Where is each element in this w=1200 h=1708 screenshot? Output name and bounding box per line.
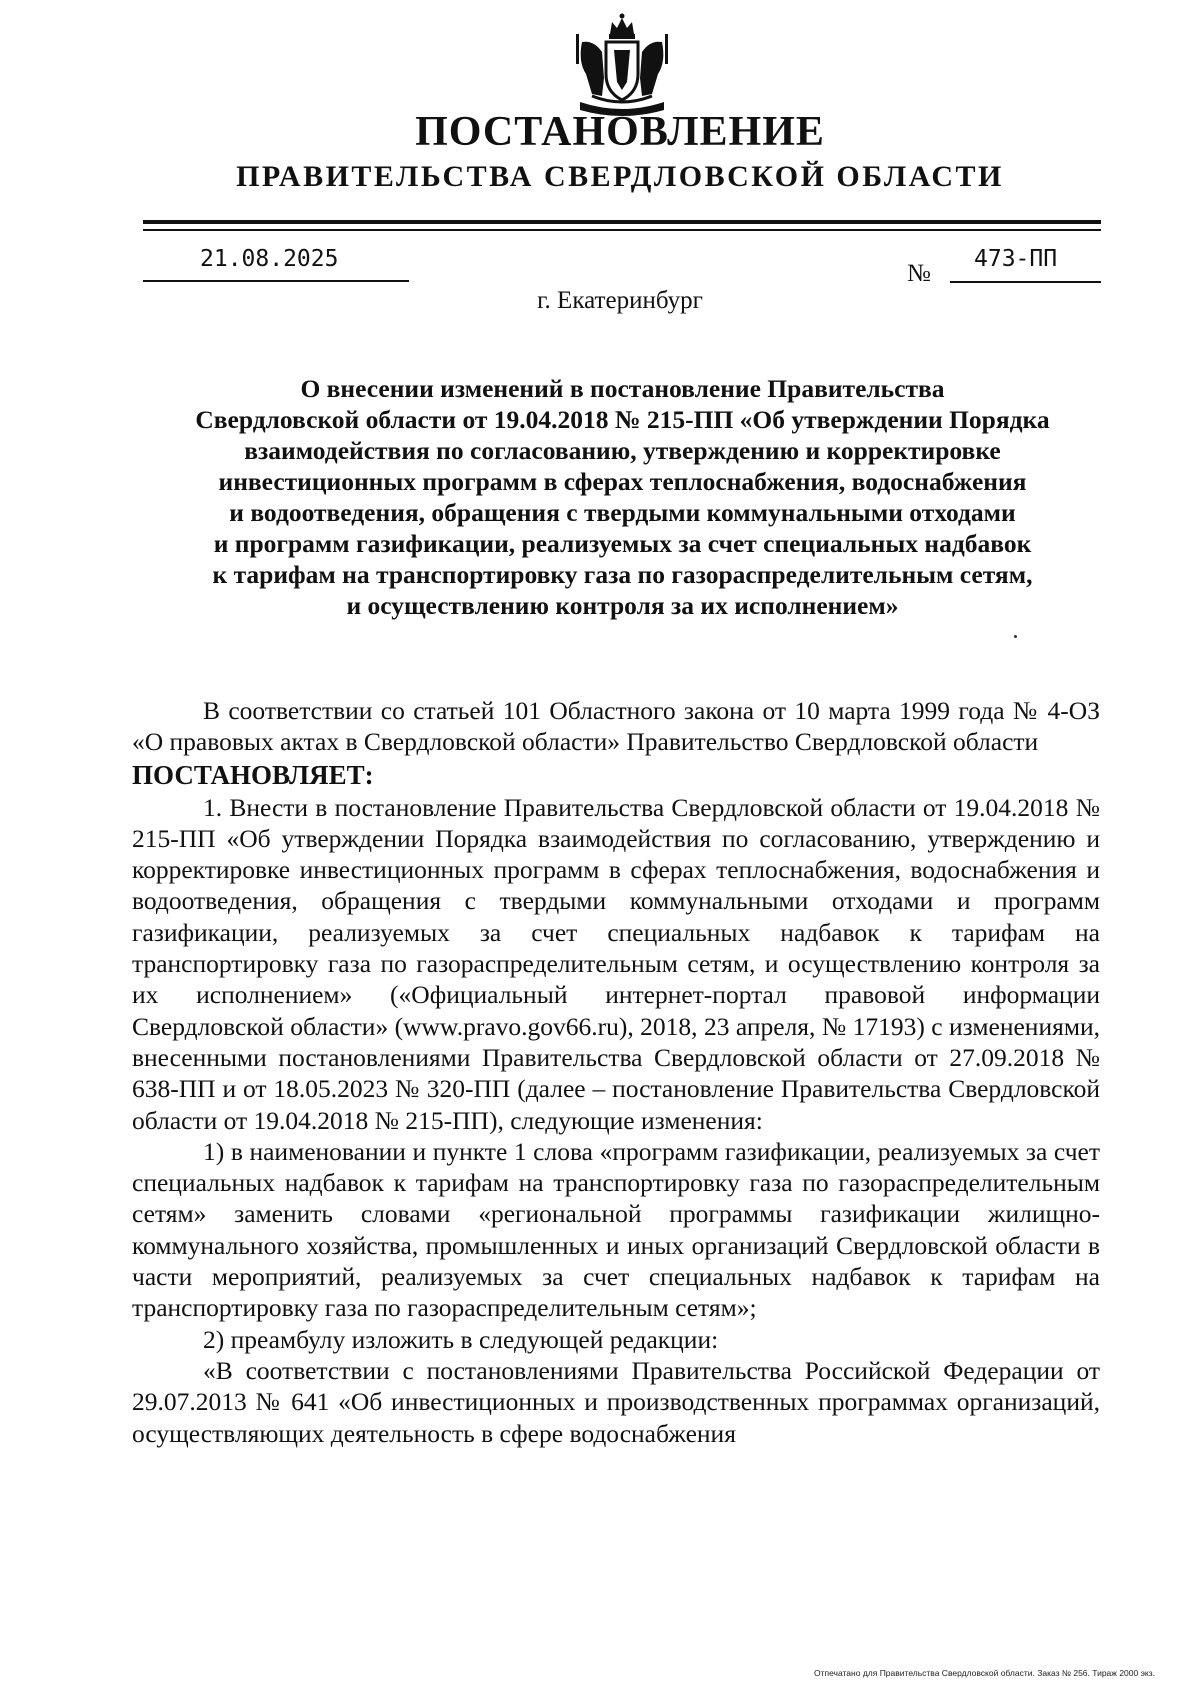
title-line: Свердловской области от 19.04.2018 № 215-ПП «Об утверждении Порядка — [195, 405, 1050, 434]
document-body — [132, 695, 1100, 1449]
document-date: 21.08.2025 — [200, 246, 339, 272]
resolves-heading: ПОСТАНОВЛЯЕТ: — [132, 759, 374, 790]
title-line: и программ газификации, реализуемых за счет специальных надбавок — [213, 529, 1032, 558]
number-underline — [950, 281, 1101, 283]
paragraph-1-2: 2) преамбулу изложить в следующей редакции: — [203, 1324, 719, 1354]
coat-of-arms-icon — [572, 12, 672, 120]
paragraph-1: 1. Внести в постановление Правительства Свердловской области от 19.04.2018 № 215-ПП «Об утверждении Порядка взаимодействия по согласованию, утверждению и корректировке инвестиционных программ в сферах теплоснабжения, водоснабжения и водоотведения, обращения с твердыми коммунальными отходами и программ газификации, реализуемых за счет специальных надбавок к тарифам на транспортировку газа по газораспределительным сетям, и осуществлению контроля за их исполнением» («Официальный интернет-портал правовой информации Свердловской области» (www.pravo.gov66.ru), 2018, 23 апреля, № 17193) с изменениями, внесенными постановлениями Правительства Свердловской области от 27.09.2018 № 638-ПП и от 18.05.2023 № 320-ПП (далее – постановление Правительства Свердловской области от 19.04.2018 № 215-ПП), следующие изменения: — [132, 792, 1100, 1135]
header-rule-thin — [143, 229, 1101, 231]
title-line: О внесении изменений в постановление Правительства — [300, 374, 945, 403]
print-footer: Отпечатано для Правительства Свердловской области. Заказ № 256. Тираж 2000 экз. — [813, 1668, 1155, 1678]
title-line: взаимодействия по согласованию, утверждению и корректировке — [244, 436, 1001, 465]
title-line: инвестиционных программ в сферах теплоснабжения, водоснабжения — [218, 467, 1027, 496]
title-line: и водоотведения, обращения с твердыми коммунальными отходами — [229, 498, 1016, 527]
document-title — [140, 373, 1105, 621]
document-city: г. Екатеринбург — [537, 287, 703, 314]
document-authority: ПРАВИТЕЛЬСТВА СВЕРДЛОВСКОЙ ОБЛАСТИ — [236, 160, 1004, 193]
header-rule-thick — [143, 220, 1101, 224]
date-underline — [143, 280, 409, 282]
document-number: 473-ПП — [974, 246, 1058, 272]
scan-speck — [1014, 635, 1017, 638]
paragraph-quote: «В соответствии с постановлениями Правительства Российской Федерации от 29.07.2013 № 641 «Об инвестиционных и производственных программах организаций, осуществляющих деятельность в сфере водоснабжения — [132, 1355, 1100, 1448]
preamble-paragraph: В соответствии со статьей 101 Областного закона от 10 марта 1999 года № 4-ОЗ «О правовых актах в Свердловской области» Правительство Свердловской области — [132, 696, 1100, 757]
document-type: ПОСТАНОВЛЕНИЕ — [415, 109, 825, 155]
number-sign: № — [907, 260, 931, 287]
title-line: к тарифам на транспортировку газа по газораспределительным сетям, — [212, 560, 1033, 589]
paragraph-1-1: 1) в наименовании и пункте 1 слова «программ газификации, реализуемых за счет специальных надбавок к тарифам на транспортировку газа по газораспределительным сетям» заменить словами «региональной программы газификации жилищно-коммунального хозяйства, промышленных и иных организаций Свердловской области в части мероприятий, реализуемых за счет специальных надбавок к тарифам на транспортировку газа по газораспределительным сетям»; — [132, 1136, 1100, 1323]
title-line: и осуществлению контроля за их исполнением» — [346, 591, 899, 620]
